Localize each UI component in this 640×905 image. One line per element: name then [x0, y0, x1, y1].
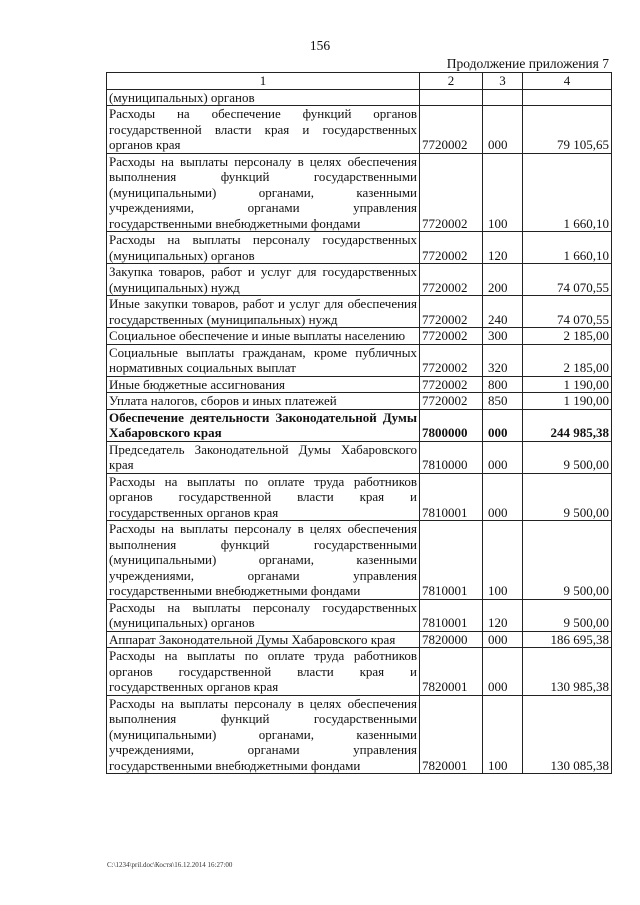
- continuation-label: Продолжение приложения 7: [446, 56, 609, 71]
- row-subcode-cell: 850: [483, 393, 523, 410]
- table-row: [107, 106, 612, 154]
- row-amount-cell: 2 185,00: [523, 344, 612, 376]
- row-subcode-cell: 120: [483, 232, 523, 264]
- row-subcode-cell: 240: [483, 296, 523, 328]
- row-subcode-cell: [483, 89, 523, 106]
- row-subcode-cell: 000: [483, 631, 523, 648]
- row-amount-cell: 1 190,00: [523, 376, 612, 393]
- row-code-cell: 7720002: [420, 106, 483, 154]
- header-cell-name: 1: [107, 73, 420, 90]
- row-subcode-cell: 000: [483, 106, 523, 154]
- row-code-cell: 7720002: [420, 296, 483, 328]
- header-cell-amount: 4: [523, 73, 612, 90]
- row-subcode-cell: 300: [483, 328, 523, 345]
- table-row: [107, 473, 612, 521]
- row-amount-cell: 9 500,00: [523, 441, 612, 473]
- row-name-cell: (муниципальных) органов: [107, 89, 420, 106]
- row-name-cell: Расходы на обеспечение функций органов государственной власти края и государственных органов края: [107, 106, 420, 154]
- row-amount-cell: 2 185,00: [523, 328, 612, 345]
- row-code-cell: [420, 89, 483, 106]
- table-body: [107, 73, 612, 774]
- row-code-cell: 7720002: [420, 376, 483, 393]
- row-code-cell: 7720002: [420, 328, 483, 345]
- row-code-cell: 7810001: [420, 473, 483, 521]
- row-name-cell: Расходы на выплаты по оплате труда работников органов государственной власти края и государственных органов края: [107, 473, 420, 521]
- row-code-cell: 7720002: [420, 344, 483, 376]
- table-row: [107, 648, 612, 696]
- footer-file-path: C:\1234\pril.doc\Костя\16.12.2014 16:27:00: [107, 861, 233, 869]
- row-amount-cell: 1 660,10: [523, 153, 612, 232]
- table-row: [107, 328, 612, 345]
- budget-table: [106, 72, 612, 774]
- row-name-cell: Расходы на выплаты по оплате труда работников органов государственной власти края и государственных органов края: [107, 648, 420, 696]
- row-amount-cell: 74 070,55: [523, 296, 612, 328]
- page-number: 156: [309, 38, 331, 53]
- row-code-cell: 7800000: [420, 409, 483, 441]
- row-amount-cell: 130 985,38: [523, 648, 612, 696]
- row-name-cell: Расходы на выплаты персоналу в целях обеспечения выполнения функций государственными (муниципальными) органами, казенными учреждениями, органами управления государственными внебюджетными фондами: [107, 695, 420, 774]
- row-amount-cell: 186 695,38: [523, 631, 612, 648]
- row-amount-cell: 1 660,10: [523, 232, 612, 264]
- row-name-cell: Председатель Законодательной Думы Хабаровского края: [107, 441, 420, 473]
- row-name-cell: Социальное обеспечение и иные выплаты населению: [107, 328, 420, 345]
- table-row: [107, 521, 612, 600]
- row-amount-cell: 244 985,38: [523, 409, 612, 441]
- table-row: [107, 599, 612, 631]
- row-name-cell: Расходы на выплаты персоналу государственных (муниципальных) органов: [107, 232, 420, 264]
- table-row: [107, 409, 612, 441]
- row-name-cell: Расходы на выплаты персоналу в целях обеспечения выполнения функций государственными (муниципальными) органами, казенными учреждениями, органами управления государственными внебюджетными фондами: [107, 153, 420, 232]
- row-amount-cell: 9 500,00: [523, 473, 612, 521]
- table-row: [107, 264, 612, 296]
- row-name-cell: Закупка товаров, работ и услуг для государственных (муниципальных) нужд: [107, 264, 420, 296]
- table-row: [107, 631, 612, 648]
- row-code-cell: 7720002: [420, 232, 483, 264]
- table-row: [107, 344, 612, 376]
- row-amount-cell: [523, 89, 612, 106]
- row-amount-cell: 1 190,00: [523, 393, 612, 410]
- header-cell-code: 2: [420, 73, 483, 90]
- row-subcode-cell: 100: [483, 521, 523, 600]
- row-name-cell: Аппарат Законодательной Думы Хабаровского края: [107, 631, 420, 648]
- row-name-cell: Обеспечение деятельности Законодательной Думы Хабаровского края: [107, 409, 420, 441]
- table-row: [107, 89, 612, 106]
- row-subcode-cell: 200: [483, 264, 523, 296]
- row-name-cell: Расходы на выплаты персоналу государственных (муниципальных) органов: [107, 599, 420, 631]
- row-subcode-cell: 000: [483, 473, 523, 521]
- row-name-cell: Иные бюджетные ассигнования: [107, 376, 420, 393]
- row-code-cell: 7810000: [420, 441, 483, 473]
- header-row: [107, 73, 612, 90]
- table-row: [107, 695, 612, 774]
- row-code-cell: 7720002: [420, 393, 483, 410]
- row-code-cell: 7810001: [420, 599, 483, 631]
- row-code-cell: 7720002: [420, 264, 483, 296]
- row-subcode-cell: 320: [483, 344, 523, 376]
- row-code-cell: 7820001: [420, 648, 483, 696]
- row-subcode-cell: 100: [483, 695, 523, 774]
- row-code-cell: 7810001: [420, 521, 483, 600]
- row-name-cell: Иные закупки товаров, работ и услуг для обеспечения государственных (муниципальных) нужд: [107, 296, 420, 328]
- row-subcode-cell: 000: [483, 409, 523, 441]
- row-amount-cell: 74 070,55: [523, 264, 612, 296]
- row-code-cell: 7720002: [420, 153, 483, 232]
- row-amount-cell: 9 500,00: [523, 599, 612, 631]
- row-subcode-cell: 000: [483, 441, 523, 473]
- row-amount-cell: 9 500,00: [523, 521, 612, 600]
- table-row: [107, 153, 612, 232]
- row-subcode-cell: 000: [483, 648, 523, 696]
- row-amount-cell: 79 105,65: [523, 106, 612, 154]
- row-subcode-cell: 800: [483, 376, 523, 393]
- row-subcode-cell: 100: [483, 153, 523, 232]
- table-row: [107, 296, 612, 328]
- row-name-cell: Социальные выплаты гражданам, кроме публичных нормативных социальных выплат: [107, 344, 420, 376]
- header-cell-sub: 3: [483, 73, 523, 90]
- row-subcode-cell: 120: [483, 599, 523, 631]
- table-row: [107, 441, 612, 473]
- row-code-cell: 7820001: [420, 695, 483, 774]
- row-name-cell: Уплата налогов, сборов и иных платежей: [107, 393, 420, 410]
- table-row: [107, 232, 612, 264]
- row-amount-cell: 130 085,38: [523, 695, 612, 774]
- table-row: [107, 393, 612, 410]
- row-name-cell: Расходы на выплаты персоналу в целях обеспечения выполнения функций государственными (муниципальными) органами, казенными учреждениями, органами управления государственными внебюджетными фондами: [107, 521, 420, 600]
- row-code-cell: 7820000: [420, 631, 483, 648]
- table-row: [107, 376, 612, 393]
